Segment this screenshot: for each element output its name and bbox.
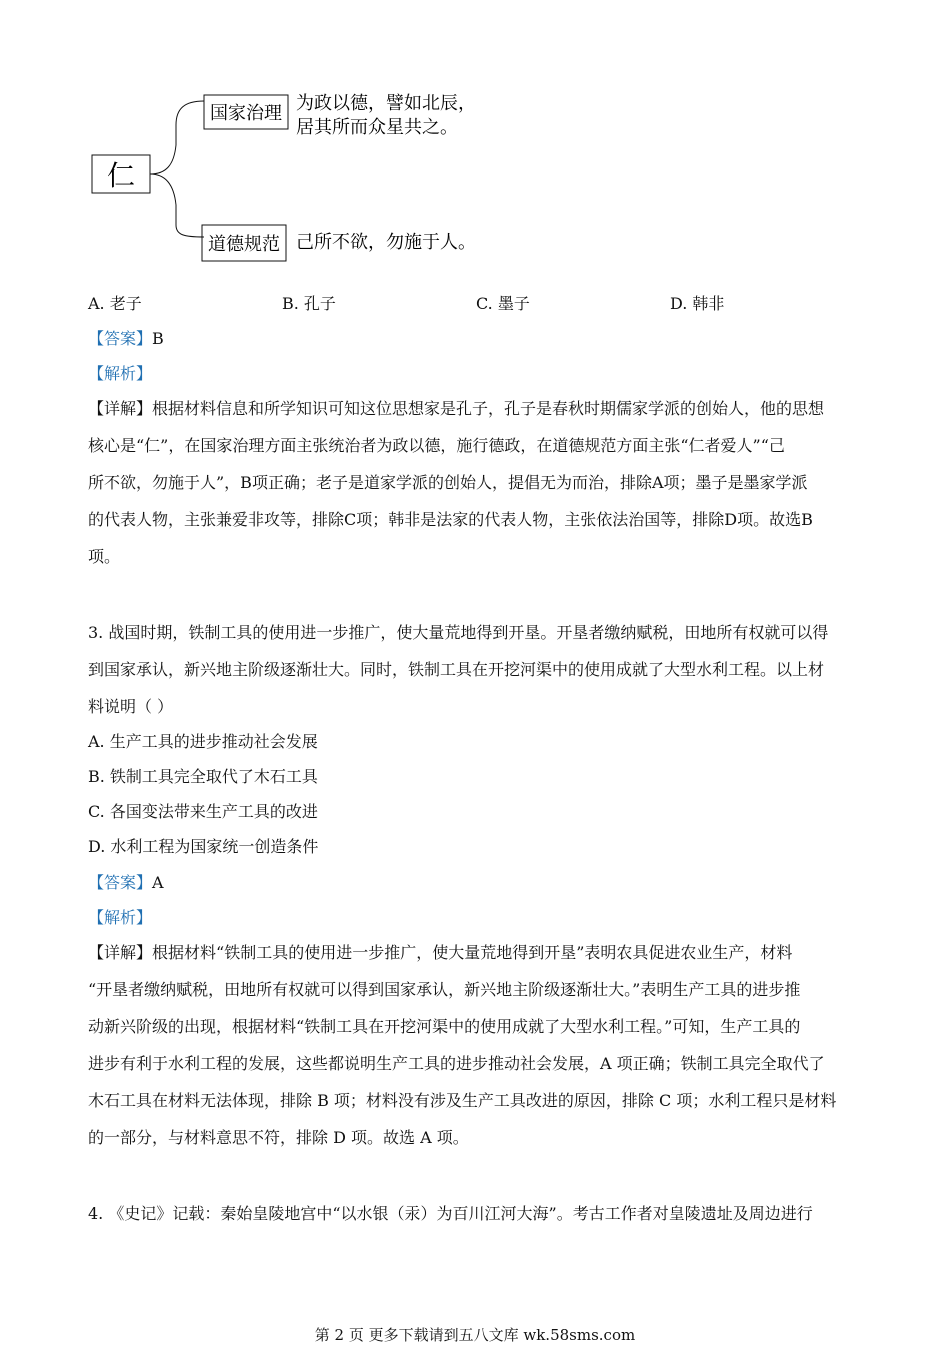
q2-answer — [88, 326, 164, 349]
q3-option-b: B. 铁制工具完全取代了木石工具 — [88, 767, 318, 786]
q2-detail-line-4: 的代表人物，主张兼爱非攻等，排除C项；韩非是法家的代表人物，主张依法治国等，排除D项。故选B — [88, 510, 813, 529]
q2-detail-line-5: 项。 — [88, 547, 121, 566]
q2-option-d: D. 韩非 — [670, 294, 725, 313]
answer-value: B — [152, 329, 164, 348]
bottom-box-label: 道德规范 — [208, 234, 280, 255]
q3-option-d: D. 水利工程为国家统一创造条件 — [88, 837, 319, 856]
answer-tag: 【答案】 — [88, 329, 153, 348]
q3-detail-line-5: 木石工具在材料无法体现，排除 B 项；材料没有涉及生产工具改进的原因，排除 C 项；水利工程只是材料 — [88, 1091, 837, 1110]
center-label: 仁 — [106, 159, 136, 192]
top-quote-line1: 为政以德，譬如北辰， — [296, 93, 476, 114]
q3-option-c: C. 各国变法带来生产工具的改进 — [88, 802, 318, 821]
concept-diagram — [88, 85, 508, 270]
top-quote-line2: 居其所而众星共之。 — [296, 117, 458, 138]
q4-stem-line-1: 4. 《史记》记载：秦始皇陵地宫中“以水银（汞）为百川江河大海”。考古工作者对皇陵遗址及周边进行 — [88, 1204, 813, 1223]
q3-option-a: A. 生产工具的进步推动社会发展 — [88, 732, 318, 751]
q3-answer — [88, 870, 164, 893]
q3-detail-line-4: 进步有利于水利工程的发展，这些都说明生产工具的进步推动社会发展，A 项正确；铁制工具完全取代了 — [88, 1054, 825, 1073]
brace-connector-lower — [150, 174, 204, 237]
brace-connector — [150, 101, 204, 174]
q3-analysis-tag: 【解析】 — [88, 908, 153, 927]
q2-analysis-tag: 【解析】 — [88, 364, 153, 383]
q2-detail-line-1 — [88, 396, 824, 419]
answer-tag: 【答案】 — [88, 873, 153, 892]
q3-detail-line-6: 的一部分，与材料意思不符，排除 D 项。故选 A 项。 — [88, 1128, 469, 1147]
detail-tag: 【详解】 — [88, 943, 153, 962]
q2-detail-line-3: 所不欲，勿施于人”，B项正确；老子是道家学派的创始人，提倡无为而治，排除A项；墨子是墨家学派 — [88, 473, 808, 492]
detail-text: 根据材料信息和所学知识可知这位思想家是孔子，孔子是春秋时期儒家学派的创始人，他的思想 — [152, 399, 825, 418]
q2-detail-line-2: 核心是“仁”，在国家治理方面主张统治者为政以德，施行德政，在道德规范方面主张“仁者爱人”“己 — [88, 436, 785, 455]
page-footer: 第 2 页 更多下载请到五八文库 wk.58sms.com — [314, 1326, 636, 1344]
top-box-label: 国家治理 — [210, 103, 282, 124]
q2-option-b: B. 孔子 — [282, 294, 336, 313]
bottom-quote: 己所不欲，勿施于人。 — [296, 232, 476, 253]
q3-stem-line-2: 到国家承认，新兴地主阶级逐渐壮大。同时，铁制工具在开挖河渠中的使用成就了大型水利工程。以上材 — [88, 660, 825, 679]
q3-detail-line-2: “开垦者缴纳赋税，田地所有权就可以得到国家承认，新兴地主阶级逐渐壮大。”表明生产工具的进步推 — [88, 980, 801, 999]
detail-text: 根据材料“铁制工具的使用进一步推广，使大量荒地得到开垦”表明农具促进农业生产，材料 — [152, 943, 793, 962]
q3-stem-line-1: 3. 战国时期，铁制工具的使用进一步推广，使大量荒地得到开垦。开垦者缴纳赋税，田地所有权就可以得 — [88, 623, 829, 642]
answer-value: A — [152, 873, 164, 892]
detail-tag: 【详解】 — [88, 399, 153, 418]
q3-stem-line-3: 料说明（ ） — [88, 697, 174, 716]
q3-detail-line-3: 动新兴阶级的出现，根据材料“铁制工具在开挖河渠中的使用成就了大型水利工程。”可知，生产工具的 — [88, 1017, 801, 1036]
q2-option-c: C. 墨子 — [476, 294, 530, 313]
q2-option-a: A. 老子 — [88, 294, 142, 313]
q3-detail-line-1 — [88, 940, 792, 963]
